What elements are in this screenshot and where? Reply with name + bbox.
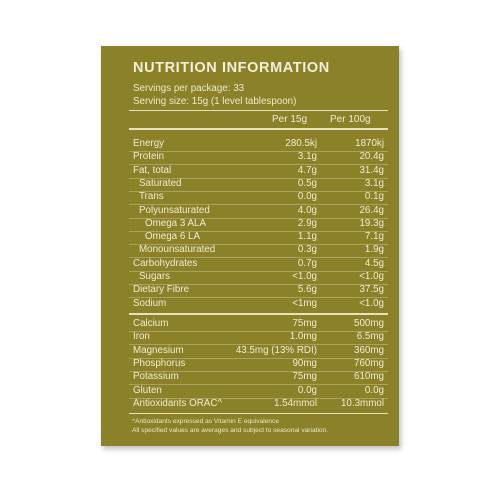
- value-per-100g: 610mg: [354, 371, 384, 383]
- column-header-per-serving: Per 15g: [272, 114, 308, 125]
- servings-per-package: Servings per package: 33: [133, 83, 245, 94]
- nutrient-label: Iron: [133, 331, 150, 343]
- nutrient-label: Omega 3 ALA: [145, 217, 206, 229]
- value-per-serving: 1.54mmol: [273, 397, 317, 409]
- table-row: [101, 138, 399, 150]
- nutrient-label: Energy: [133, 138, 165, 149]
- nutrient-label: Protein: [133, 151, 165, 163]
- value-per-100g: 26.4g: [359, 204, 384, 216]
- table-row: [101, 345, 399, 357]
- table-row: [101, 371, 399, 383]
- table-row: [101, 218, 399, 230]
- divider: [129, 110, 388, 111]
- nutrient-label: Monounsaturated: [139, 244, 216, 256]
- panel-title: NUTRITION INFORMATION: [133, 60, 330, 76]
- value-per-serving: 4.0g: [297, 204, 317, 216]
- table-row: [101, 231, 399, 243]
- table-row: [101, 178, 399, 190]
- value-per-serving: 0.7g: [297, 257, 317, 269]
- value-per-100g: 19.3g: [359, 217, 384, 229]
- value-per-100g: 360mg: [354, 344, 384, 356]
- value-per-serving: <1.0g: [292, 271, 317, 282]
- table-row: [101, 358, 399, 370]
- nutrient-label: Omega 6 LA: [145, 231, 201, 243]
- value-per-serving: 0.3g: [297, 244, 317, 256]
- table-row: [101, 205, 399, 217]
- table-row: [101, 244, 399, 256]
- value-per-serving: 75mg: [292, 371, 317, 383]
- value-per-serving: 3.1g: [297, 151, 317, 163]
- serving-size: Serving size: 15g (1 level tablespoon): [133, 96, 297, 107]
- column-header-per-100g: Per 100g: [330, 114, 371, 125]
- table-row: [101, 331, 399, 343]
- value-per-serving: 0.5g: [297, 177, 317, 189]
- value-per-100g: 1.9g: [364, 244, 384, 256]
- value-per-serving: 1.0mg: [289, 331, 317, 343]
- value-per-100g: 10.3mmol: [340, 397, 384, 409]
- divider: [129, 313, 388, 315]
- table-row: [101, 298, 399, 310]
- table-row: [101, 385, 399, 397]
- value-per-serving: 75mg: [292, 318, 317, 329]
- nutrient-label: Gluten: [133, 384, 162, 396]
- value-per-100g: 0.1g: [364, 191, 384, 203]
- value-per-100g: 6.5mg: [356, 331, 384, 343]
- footnote: All specified values are averages and subject to seasonal variation.: [132, 427, 329, 434]
- nutrient-label: Fat, total: [133, 164, 172, 176]
- value-per-serving: 2.9g: [297, 217, 317, 229]
- nutrient-label: Magnesium: [133, 344, 184, 356]
- value-per-100g: 500mg: [354, 318, 384, 329]
- value-per-serving: 0.0g: [297, 384, 317, 396]
- value-per-100g: 0.0g: [364, 384, 384, 396]
- nutrient-label: Potassium: [133, 371, 179, 383]
- nutrient-label: Carbohydrates: [133, 257, 198, 269]
- nutrient-label: Saturated: [139, 177, 182, 189]
- nutrient-label: Phosphorus: [133, 357, 186, 369]
- table-row: [101, 165, 399, 177]
- value-per-100g: 3.1g: [364, 177, 384, 189]
- nutrient-label: Trans: [139, 191, 164, 203]
- value-per-100g: 760mg: [354, 357, 384, 369]
- nutrition-panel: [101, 46, 399, 446]
- nutrient-label: Sugars: [139, 271, 171, 282]
- divider: [129, 413, 388, 414]
- value-per-100g: 20.4g: [359, 151, 384, 163]
- value-per-serving: 0.0g: [297, 191, 317, 203]
- value-per-100g: 37.5g: [359, 284, 384, 296]
- value-per-100g: <1.0g: [359, 271, 384, 282]
- table-row: [101, 258, 399, 270]
- value-per-100g: 4.5g: [364, 257, 384, 269]
- value-per-100g: 7.1g: [364, 231, 384, 243]
- nutrient-label: Polyunsaturated: [139, 204, 210, 216]
- value-per-serving: 1.1g: [297, 231, 317, 243]
- value-per-100g: 31.4g: [359, 164, 384, 176]
- table-row: [101, 398, 399, 410]
- value-per-serving: 43.5mg (13% RDI): [235, 344, 317, 356]
- divider: [129, 128, 388, 130]
- table-row: [101, 191, 399, 203]
- value-per-100g: <1.0g: [359, 297, 384, 309]
- value-per-serving: <1mg: [292, 297, 317, 309]
- nutrient-label: Antioxidants ORAC^: [133, 397, 222, 409]
- nutrient-label: Dietary Fibre: [133, 284, 190, 296]
- footnote: ^Antioxidants expressed as Vitamin E equivalence: [132, 418, 280, 425]
- value-per-serving: 280.5kj: [285, 138, 317, 149]
- value-per-serving: 90mg: [292, 357, 317, 369]
- nutrient-label: Calcium: [133, 318, 169, 329]
- nutrient-label: Sodium: [133, 297, 167, 309]
- value-per-serving: 5.6g: [297, 284, 317, 296]
- table-row: [101, 151, 399, 163]
- table-row: [101, 271, 399, 283]
- value-per-serving: 4.7g: [297, 164, 317, 176]
- table-row: [101, 284, 399, 296]
- value-per-100g: 1870kj: [355, 138, 384, 149]
- table-row: [101, 318, 399, 330]
